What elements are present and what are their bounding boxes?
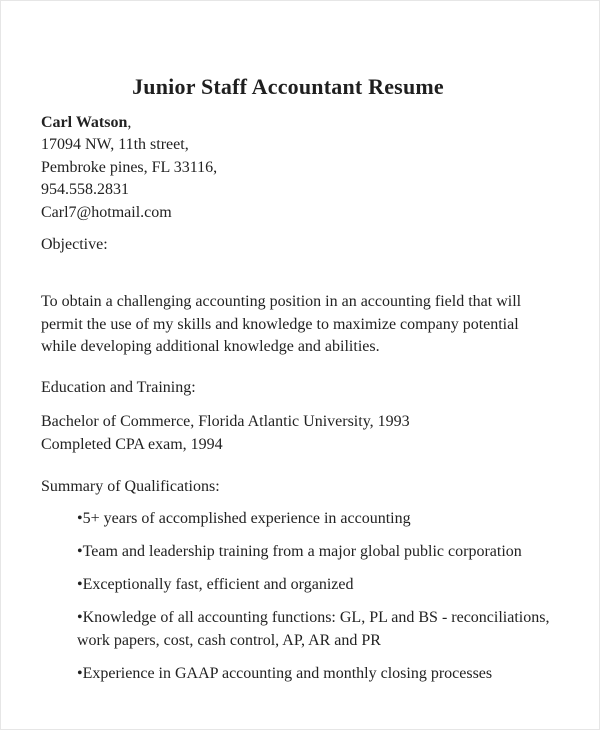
qualification-item-5: •Experience in GAAP accounting and monthly closing processes bbox=[77, 665, 493, 682]
contact-email: Carl7@hotmail.com bbox=[41, 204, 172, 221]
contact-name-suffix: , bbox=[127, 114, 132, 131]
qualification-item-1: •5+ years of accomplished experience in accounting bbox=[77, 510, 411, 527]
qualification-item-2: •Team and leadership training from a major global public corporation bbox=[77, 543, 522, 560]
page-title: Junior Staff Accountant Resume bbox=[132, 74, 444, 99]
contact-phone: 954.558.2831 bbox=[41, 181, 129, 198]
contact-address-line-1: 17094 NW, 11th street, bbox=[41, 136, 189, 153]
objective-line-3: while developing additional knowledge and abilities. bbox=[41, 338, 380, 355]
qualification-item-3: •Exceptionally fast, efficient and organized bbox=[77, 576, 354, 593]
objective-line-1: To obtain a challenging accounting position in an accounting field that will bbox=[41, 293, 522, 310]
contact-address-line-2: Pembroke pines, FL 33116, bbox=[41, 159, 218, 176]
education-item-2: Completed CPA exam, 1994 bbox=[41, 436, 223, 453]
objective-line-2: permit the use of my skills and knowledge to maximize company potential bbox=[41, 316, 519, 333]
objective-heading: Objective: bbox=[41, 236, 108, 253]
qualification-item-4: •Knowledge of all accounting functions: GL, PL and BS - reconciliations, work papers, cost, cash control, AP, AR and PR bbox=[77, 609, 550, 649]
education-item-1: Bachelor of Commerce, Florida Atlantic University, 1993 bbox=[41, 413, 410, 430]
education-heading: Education and Training: bbox=[41, 379, 196, 396]
qualifications-heading: Summary of Qualifications: bbox=[41, 478, 220, 495]
contact-name-line bbox=[41, 113, 131, 133]
contact-name: Carl Watson bbox=[41, 114, 128, 131]
